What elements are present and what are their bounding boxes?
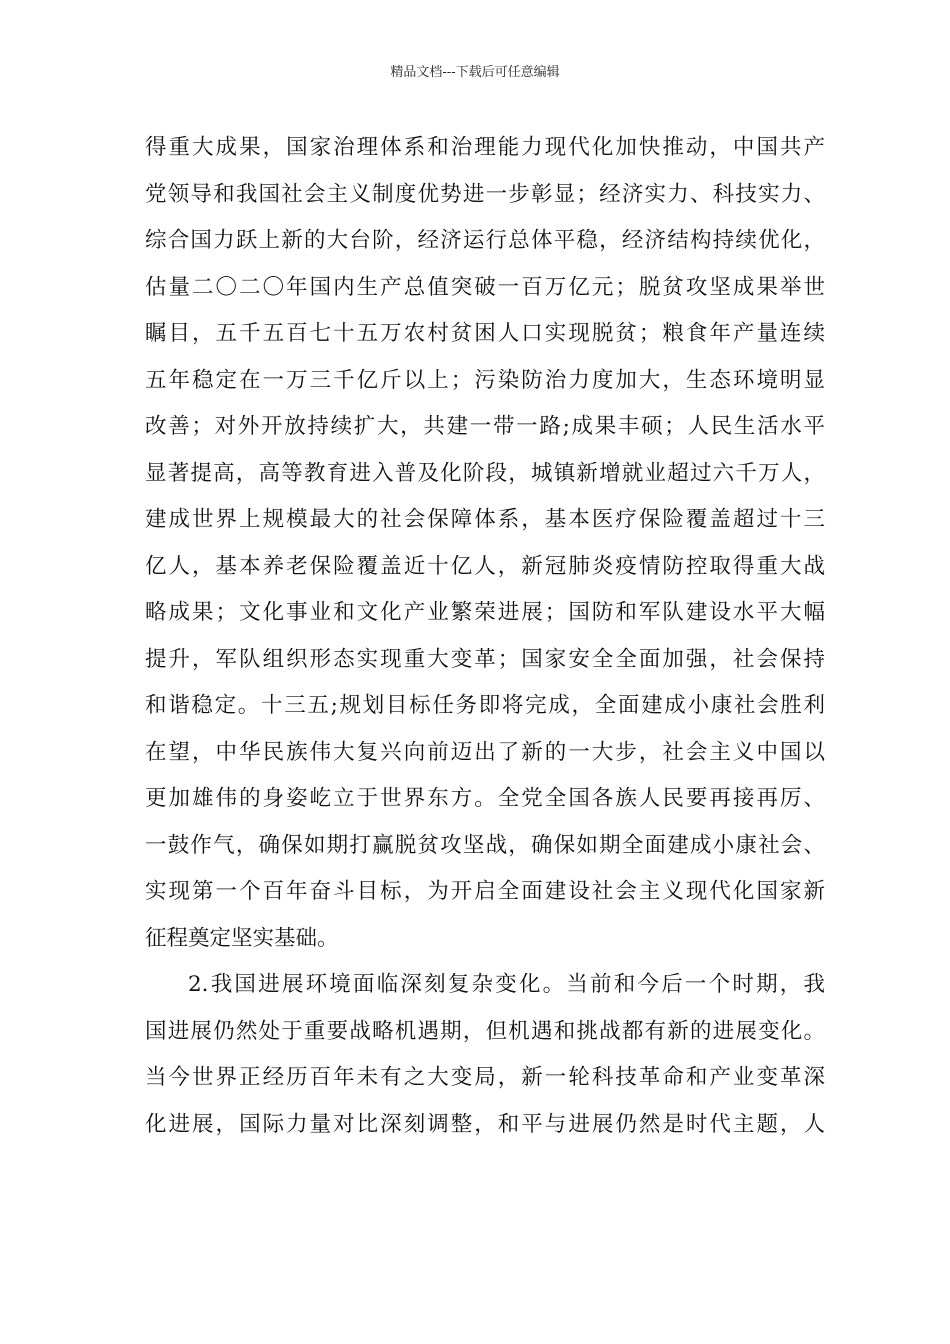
text-line: 当今世界正经历百年未有之大变局，新一轮科技革命和产业变革深 bbox=[145, 1065, 825, 1090]
text-line: 略成果；文化事业和文化产业繁荣进展；国防和军队建设水平大幅 bbox=[145, 600, 825, 625]
text-line: 和谐稳定。十三五;规划目标任务即将完成，全面建成小康社会胜利 bbox=[145, 693, 825, 718]
text-line: 改善；对外开放持续扩大，共建一带一路;成果丰硕；人民生活水平 bbox=[145, 414, 825, 439]
text-line: 在望，中华民族伟大复兴向前迈出了新的一大步，社会主义中国以 bbox=[145, 739, 825, 765]
text-line: 五年稳定在一万三千亿斤以上；污染防治力度加大，生态环境明显 bbox=[145, 367, 825, 393]
document-body bbox=[145, 125, 825, 1148]
text-line: 党领导和我国社会主义制度优势进一步彰显；经济实力、科技实力、 bbox=[145, 181, 825, 207]
text-line: 瞩目，五千五百七十五万农村贫困人口实现脱贫；粮食年产量连续 bbox=[145, 321, 825, 346]
text-line: 实现第一个百年奋斗目标，为开启全面建设社会主义现代化国家新 bbox=[145, 879, 825, 904]
text-line: 显著提高，高等教育进入普及化阶段，城镇新增就业超过六千万人， bbox=[145, 460, 825, 486]
text-line: 化进展，国际力量对比深刻调整，和平与进展仍然是时代主题，人 bbox=[145, 1111, 825, 1137]
text-line: 建成世界上规模最大的社会保障体系，基本医疗保险覆盖超过十三 bbox=[145, 507, 825, 532]
text-line: 国进展仍然处于重要战略机遇期，但机遇和挑战都有新的进展变化。 bbox=[145, 1018, 825, 1044]
text-line: 征程奠定坚实基础。 bbox=[145, 925, 339, 951]
paragraph-start-line: 2.我国进展环境面临深刻复杂变化。当前和今后一个时期，我 bbox=[188, 972, 825, 997]
text-line: 亿人，基本养老保险覆盖近十亿人，新冠肺炎疫情防控取得重大战 bbox=[145, 553, 825, 579]
text-line: 得重大成果，国家治理体系和治理能力现代化加快推动，中国共产 bbox=[145, 135, 825, 160]
text-line: 一鼓作气，确保如期打赢脱贫攻坚战，确保如期全面建成小康社会、 bbox=[145, 832, 825, 858]
text-line: 估量二〇二〇年国内生产总值突破一百万亿元；脱贫攻坚成果举世 bbox=[145, 274, 825, 300]
text-line: 更加雄伟的身姿屹立于世界东方。全党全国各族人民要再接再厉、 bbox=[145, 786, 825, 811]
text-line: 综合国力跃上新的大台阶，经济运行总体平稳，经济结构持续优化， bbox=[145, 228, 825, 253]
page-header: 精品文档---下载后可任意编辑 bbox=[390, 65, 560, 80]
text-line: 提升，军队组织形态实现重大变革；国家安全全面加强，社会保持 bbox=[145, 646, 825, 672]
